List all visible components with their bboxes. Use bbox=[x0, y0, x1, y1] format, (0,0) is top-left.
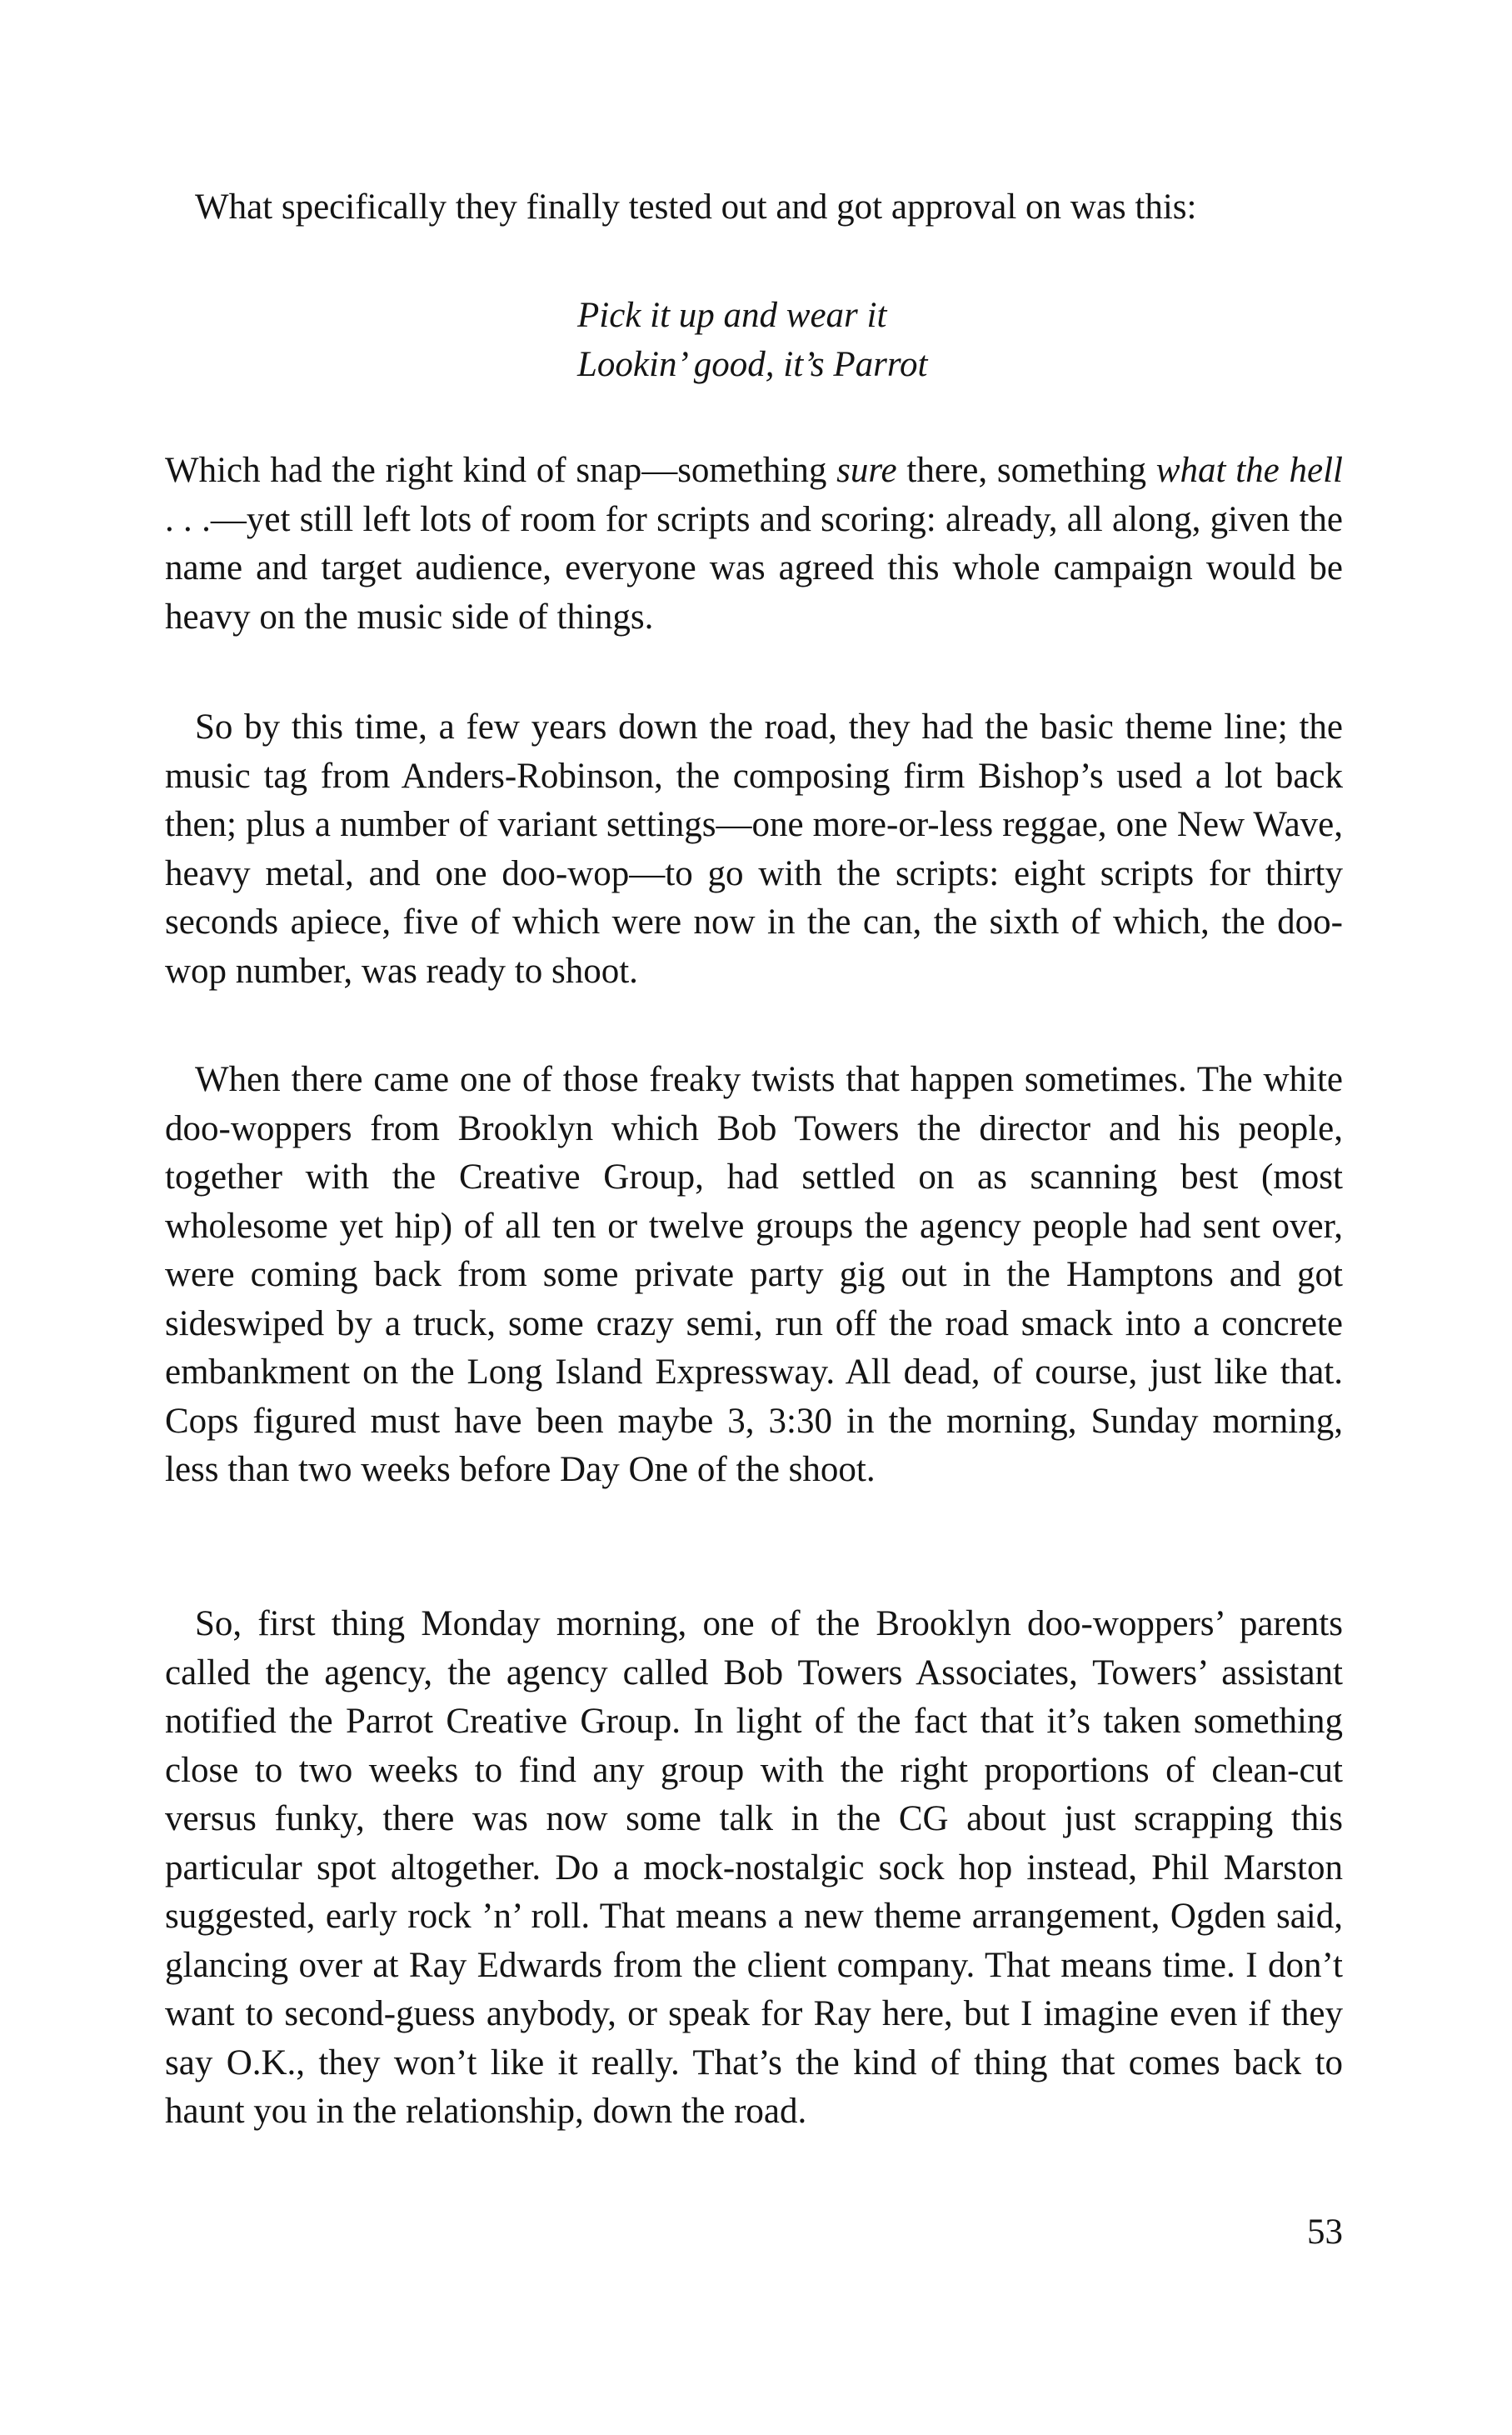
paragraph-snap-part-1: Which had the right kind of snap—something bbox=[165, 451, 837, 490]
paragraph-snap-part-3: . . .—yet still left lots of room for scripts and scoring: already, all along, given the name and target audience, everyone was agreed this whole campaign would be heavy on the music side of things. bbox=[165, 499, 1343, 637]
paragraph-freaky-twist: When there came one of those freaky twists that happen sometimes. The white doo-woppers from Brooklyn which Bob Towers the director and his people, together with the Creative Group, had settled on as scanning best (most wholesome yet hip) of all ten or twelve groups the agency people had sent over, were coming back from some private party gig out in the Hamptons and got sideswiped by a truck, some crazy semi, run off the road smack into a concrete embankment on the Long Island Expressway. All dead, of course, just like that. Cops figured must have been maybe 3, 3:30 in the morning, Sunday morning, less than two weeks before Day One of the shoot. bbox=[165, 1060, 1343, 1489]
verse-block bbox=[577, 292, 928, 389]
paragraph-snap-part-2: there, something bbox=[896, 451, 1156, 490]
paragraph-snap-emphasis-sure: sure bbox=[836, 451, 897, 490]
paragraph-snap-emphasis-what-the-hell: what the hell bbox=[1155, 451, 1343, 490]
paragraph-monday-morning: So, first thing Monday morning, one of the Brooklyn doo-woppers’ parents called the agency, the agency called Bob Towers Associates, Towers’ assistant notified the Parrot Creative Group. In light of the fact that it’s taken something close to two weeks to find any group with the right proportions of clean-cut versus funky, there was now some talk in the CG about just scrapping this particular spot altogether. Do a mock-nostalgic sock hop instead, Phil Marston suggested, early rock ’n’ roll. That means a new theme arrangement, Ogden said, glancing over at Ray Edwards from the client company. That means time. I don’t want to second-guess anybody, or speak for Ray here, but I imagine even if they say O.K., they won’t like it really. That’s the kind of thing that comes back to haunt you in the relationship, down the road. bbox=[165, 1604, 1343, 2131]
verse-line-2: Lookin’ good, it’s Parrot bbox=[577, 344, 928, 384]
page-number: 53 bbox=[1307, 2212, 1343, 2252]
verse-line-1: Pick it up and wear it bbox=[577, 296, 887, 335]
intro-paragraph: What specifically they finally tested out and got approval on was this: bbox=[195, 188, 1197, 227]
paragraph-snap bbox=[165, 447, 1343, 642]
paragraph-theme-line: So by this time, a few years down the road, they had the basic theme line; the music tag from Anders-Robinson, the composing firm Bishop’s used a lot back then; plus a number of variant settings—one more-or-less reggae, one New Wave, heavy metal, and one doo-wop—to go with the scripts: eight scripts for thirty seconds apiece, five of which were now in the can, the sixth of which, the doo-wop number, was ready to shoot. bbox=[165, 708, 1343, 991]
